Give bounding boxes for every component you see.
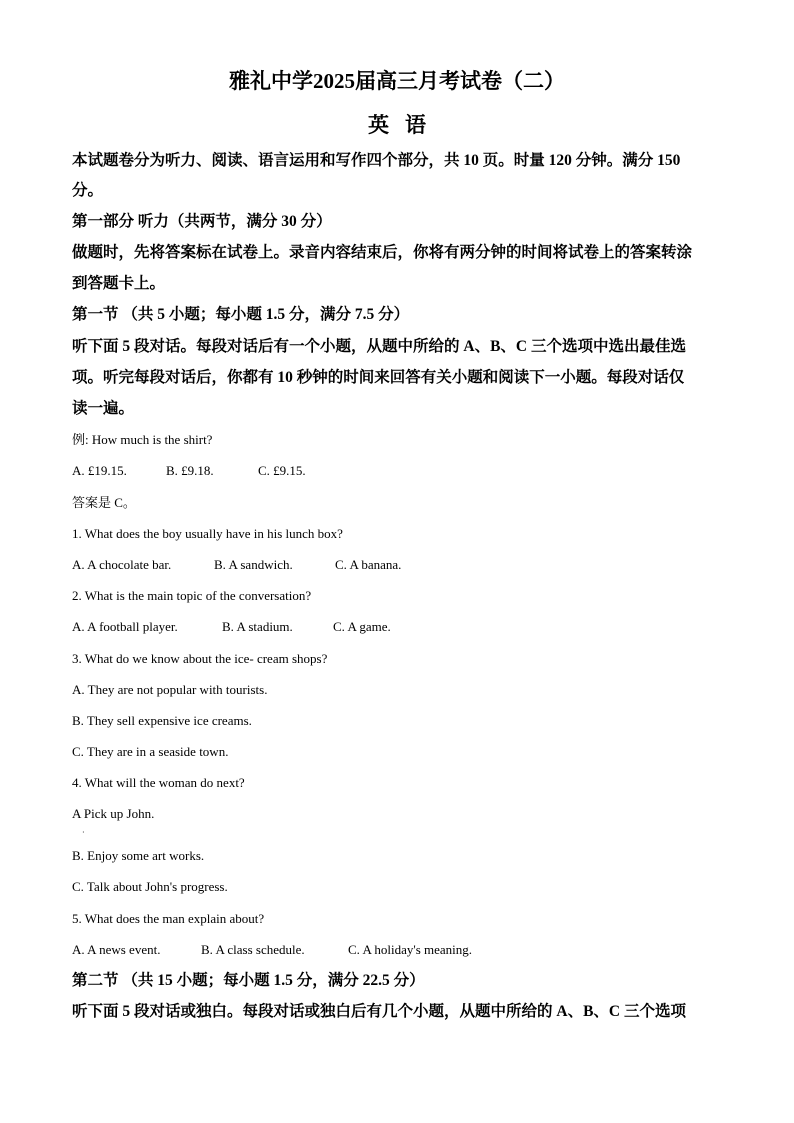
question-4-option-c: C. Talk about John's progress. <box>72 879 228 894</box>
question-4: 4. What will the woman do next? <box>72 775 245 790</box>
part1-heading: 第一部分 听力（共两节，满分 30 分） <box>72 213 332 230</box>
example-question: 例: How much is the shirt? <box>72 432 213 447</box>
stray-dot: · <box>82 828 85 837</box>
section1-instruction-2: 项。听完每段对话后，你都有 10 秒钟的时间来回答有关小题和阅读下一小题。每段对话仅 <box>72 369 685 386</box>
example-options <box>72 461 732 481</box>
question-2-option-b: B. A stadium. <box>222 619 293 634</box>
question-5: 5. What does the man explain about? <box>72 911 265 926</box>
intro-line-1: 本试题卷分为听力、阅读、语言运用和写作四个部分，共 10 页。时量 120 分钟。满分 150 <box>72 152 681 169</box>
example-option-b: B. £9.18. <box>166 463 214 478</box>
question-1: 1. What does the boy usually have in his lunch box? <box>72 526 343 541</box>
example-answer: 答案是 C。 <box>72 495 136 510</box>
question-2: 2. What is the main topic of the conversation? <box>72 588 312 603</box>
example-option-a: A. £19.15. <box>72 463 127 478</box>
question-1-option-c: C. A banana. <box>335 557 402 572</box>
section2-instruction-1: 听下面 5 段对话或独白。每段对话或独白后有几个小题，从题中所给的 A、B、C 三个选项 <box>72 1003 686 1020</box>
question-2-option-a: A. A football player. <box>72 619 178 634</box>
question-5-options <box>72 940 732 960</box>
section1-instruction-3: 读一遍。 <box>72 400 135 417</box>
question-5-option-c: C. A holiday's meaning. <box>348 942 473 957</box>
question-5-option-b: B. A class schedule. <box>201 942 305 957</box>
question-2-option-c: C. A game. <box>333 619 391 634</box>
exam-title: 雅礼中学2025届高三月考试卷（二） <box>229 69 565 93</box>
question-4-option-a: A Pick up John. <box>72 806 155 821</box>
question-1-option-b: B. A sandwich. <box>214 557 293 572</box>
question-1-option-a: A. A chocolate bar. <box>72 557 172 572</box>
question-3-option-c: C. They are in a seaside town. <box>72 744 229 759</box>
part1-instruction-2: 到答题卡上。 <box>72 275 166 292</box>
question-4-option-b: B. Enjoy some art works. <box>72 848 205 863</box>
question-3-option-b: B. They sell expensive ice creams. <box>72 713 252 728</box>
subject-title: 英语 <box>368 113 442 137</box>
example-option-c: C. £9.15. <box>258 463 306 478</box>
section1-heading: 第一节 （共 5 小题；每小题 1.5 分，满分 7.5 分） <box>72 306 410 323</box>
question-1-options <box>72 555 732 575</box>
question-2-options <box>72 617 732 637</box>
section2-heading: 第二节 （共 15 小题；每小题 1.5 分，满分 22.5 分） <box>72 972 425 989</box>
question-5-option-a: A. A news event. <box>72 942 161 957</box>
question-3-option-a: A. They are not popular with tourists. <box>72 682 268 697</box>
part1-instruction-1: 做题时，先将答案标在试卷上。录音内容结束后，你将有两分钟的时间将试卷上的答案转涂 <box>72 244 693 261</box>
section1-instruction-1: 听下面 5 段对话。每段对话后有一个小题，从题中所给的 A、B、C 三个选项中选出最佳选 <box>72 338 686 355</box>
intro-line-2: 分。 <box>72 182 104 199</box>
question-3: 3. What do we know about the ice- cream shops? <box>72 651 328 666</box>
